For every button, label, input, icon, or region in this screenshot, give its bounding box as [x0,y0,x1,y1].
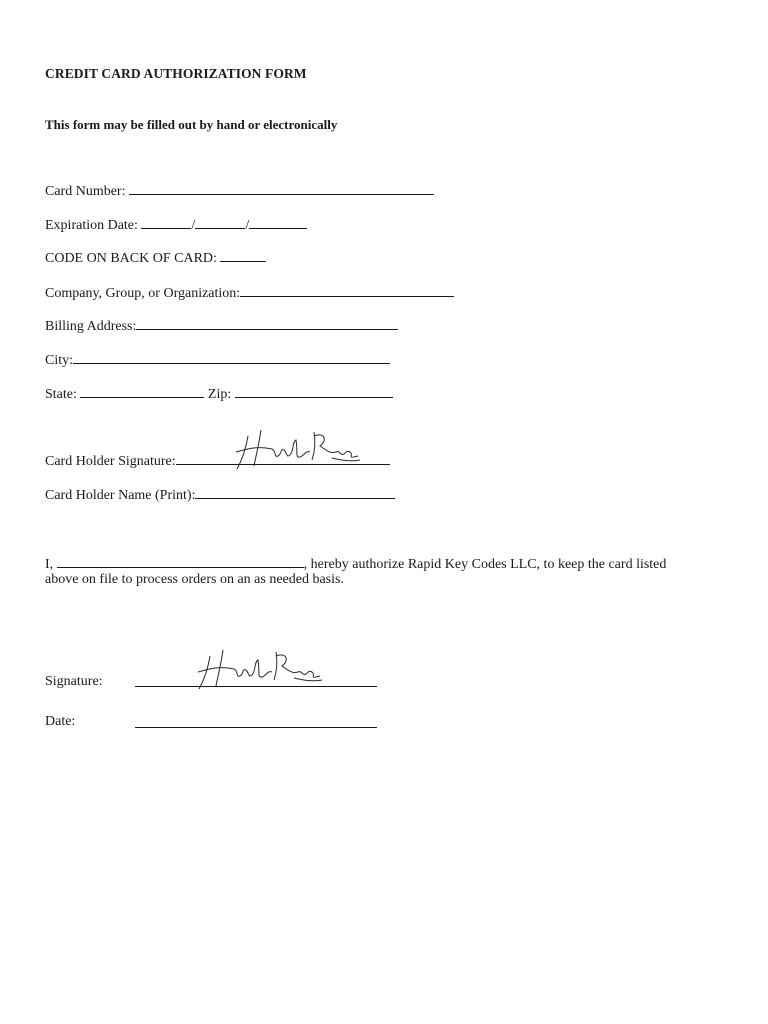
security-code-label: CODE ON BACK OF CARD: [45,251,217,266]
city-label: City: [45,353,74,368]
card-holder-name-row [45,485,395,504]
expiration-date-label: Expiration Date: [45,218,138,233]
card-number-label: Card Number: [45,184,126,199]
final-handwritten-signature [190,642,330,694]
city-field[interactable] [73,350,390,364]
card-number-field[interactable] [129,181,434,195]
form-subtitle: This form may be filled out by hand or electronically [45,117,338,132]
authorization-line-1-text: , hereby authorize Rapid Key Codes LLC, to keep the card listed [303,557,667,572]
company-row [45,283,454,302]
state-zip-row [45,384,393,403]
expiration-separator: / [245,218,250,233]
form-title: CREDIT CARD AUTHORIZATION FORM [45,66,307,81]
authorization-prefix: I, [45,557,54,572]
expiration-day-field[interactable] [195,215,245,229]
expiration-separator: / [191,218,196,233]
expiration-date-row [45,215,307,234]
expiration-month-field[interactable] [141,215,191,229]
billing-address-row [45,316,398,335]
billing-address-label: Billing Address: [45,319,137,334]
state-label: State: [45,387,77,402]
authorization-line-1 [45,554,695,572]
authorizer-name-field[interactable] [57,554,304,568]
card-holder-signature-label: Card Holder Signature: [45,454,176,469]
signature-label: Signature: [45,674,103,689]
cardholder-handwritten-signature [228,422,368,474]
date-field[interactable] [135,727,377,728]
card-holder-name-label: Card Holder Name (Print): [45,488,196,503]
security-code-field[interactable] [220,248,266,262]
authorization-line-2: above on file to process orders on an as needed basis. [45,572,344,587]
company-label: Company, Group, or Organization: [45,286,241,301]
card-number-row [45,181,434,200]
billing-address-field[interactable] [136,316,398,330]
authorization-statement [45,554,695,587]
city-row [45,350,390,369]
company-field[interactable] [240,283,454,297]
state-field[interactable] [80,384,204,398]
security-code-row [45,248,266,267]
zip-field[interactable] [235,384,393,398]
date-label: Date: [45,714,76,729]
card-holder-name-field[interactable] [195,485,395,499]
expiration-year-field[interactable] [249,215,307,229]
zip-label: Zip: [207,387,232,402]
